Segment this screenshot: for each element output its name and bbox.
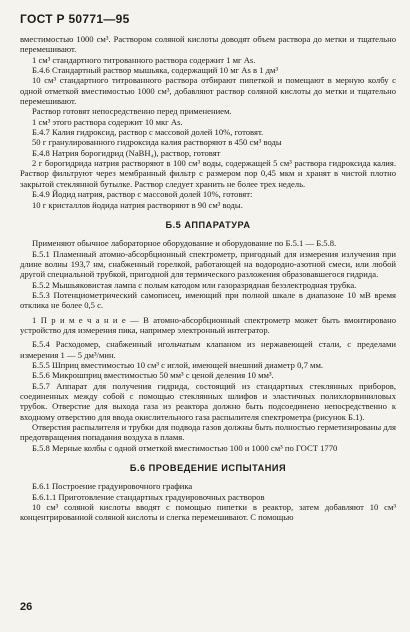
paragraph: Б.4.9 Йодид натрия, раствор с массовой долей 10%, готовят: [32,189,253,200]
paragraph: вместимостью 1000 см³. Раствором соляной кислоты доводят объем раствора до метки и тщательно перемешивают. [20,34,396,55]
paragraph: 10 см³ соляной кислоты вводят с помощью пипетки в реактор, затем добавляют 10 см³ концентрированной соляной кислоты и слегка перемешивают. С помощью [20,502,396,523]
paragraph: Б.4.7 Калия гидроксид, раствор с массовой долей 10%, готовят. [32,127,264,138]
paragraph: 1 см³ стандартного титрованного раствора содержит 1 мг As. [32,54,256,65]
paragraph: 1 см³ этого раствора содержит 10 мкг As. [32,116,183,127]
paragraph: 2 г борогидрида натрия растворяют в 100 см³ воды, содержащей 5 см³ раствора гидроксида калия. Раствор фильтруют через мембранный фильтр с размером пор 0,45 мкм и хранят в чистой плотно закрытой стеклянной бутылке. Раствор следует хранить не более трех недель. [20,158,396,189]
page-content [20,34,396,523]
note-paragraph: 1 П р и м е ч а н и е — В атомно-абсорбционный спектрометр может быть вмонтировано устройство для измерения пика, например электронный интегратор. [20,314,396,335]
paragraph: Б.6.1.1 Приготовление стандартных градуировочных растворов [32,491,265,502]
paragraph: Б.4.6 Стандартный раствор мышьяка, содержащий 10 мг As в 1 дм³ [32,65,279,76]
section-title-test-procedure: Б.6 ПРОВЕДЕНИЕ ИСПЫТАНИЯ [129,463,287,474]
paragraph: 50 г гранулированного гидроксида калия растворяют в 450 см³ воды [32,137,282,148]
paragraph: Б.5.6 Микрошприц вместимостью 50 мм³ с ценой деления 10 мм³. [32,370,274,381]
page-header: ГОСТ Р 50771—95 [20,12,130,26]
paragraph: 10 г кристаллов йодида натрия растворяют в 90 см³ воды. [32,199,243,210]
paragraph: Б.5.8 Мерные колбы с одной отметкой вместимостью 100 и 1000 см³ по ГОСТ 1770 [32,442,338,453]
paragraph: Б.6.1 Построение градуировочного графика [32,481,193,492]
paragraph: Применяют обычное лабораторное оборудование и оборудование по Б.5.1 — Б.5.8. [32,238,337,249]
paragraph: Раствор готовят непосредственно перед применением. [32,106,232,117]
page-number: 26 [20,601,33,613]
paragraph: Б.5.1 Пламенный атомно-абсорбционный спектрометр, пригодный для измерения излучения при длине волны 193,7 нм, снабженный горелкой, работающей на водородно-азотной смеси, или любой другой специальной трубкой, пригодной для термического разложения образовавшегося гидрида. [20,248,396,280]
paragraph: Б.5.5 Шприц вместимостью 10 см³ с иглой, имеющей внешний диаметр 0,7 мм. [32,359,324,370]
paragraph: Б.5.4 Расходомер, снабженный игольчатым клапаном из нержавеющей стали, с пределами измерения 1 — 5 дм³/мин. [20,339,396,360]
paragraph: Б.5.7 Аппарат для получения гидрида, состоящий из стандартных стеклянных приборов, соединенных между собой с помощью стеклянных шлифов и эластичных полихлорвиниловых трубок. Отверстие для выхода газа из реактора должно быть подсоединено непосредственно к входному отверстию для ввода окислительного газа распылителя спектрометра (рисунок Б.1). [20,380,396,422]
paragraph: Б.5.3 Потенциометрический самописец, имеющий при полной шкале в диапазоне 10 мВ время отклика не более 0,5 с. [20,289,396,311]
paragraph: Б.4.8 Натрия борогидрид (NaBH₄), раствор, готовят [32,147,221,158]
paragraph: Б.5.2 Мышьяковистая лампа с полым катодом или газоразрядная безэлектродная трубка. [32,279,357,290]
section-title-apparatus: Б.5 АППАРАТУРА [165,219,251,230]
paragraph: 10 см³ стандартного титрованного раствора отбирают пипеткой и помещают в мерную колбу с одной отметкой вместимостью 1000 см³, добавляют раствор соляной кислоты до метки и тщательно перемешивают. [20,75,396,107]
paragraph: Отверстия распылителя и трубки для подвода газов должны быть полностью герметизированы для предотвращения попадания воздуха в пламя. [20,422,396,443]
